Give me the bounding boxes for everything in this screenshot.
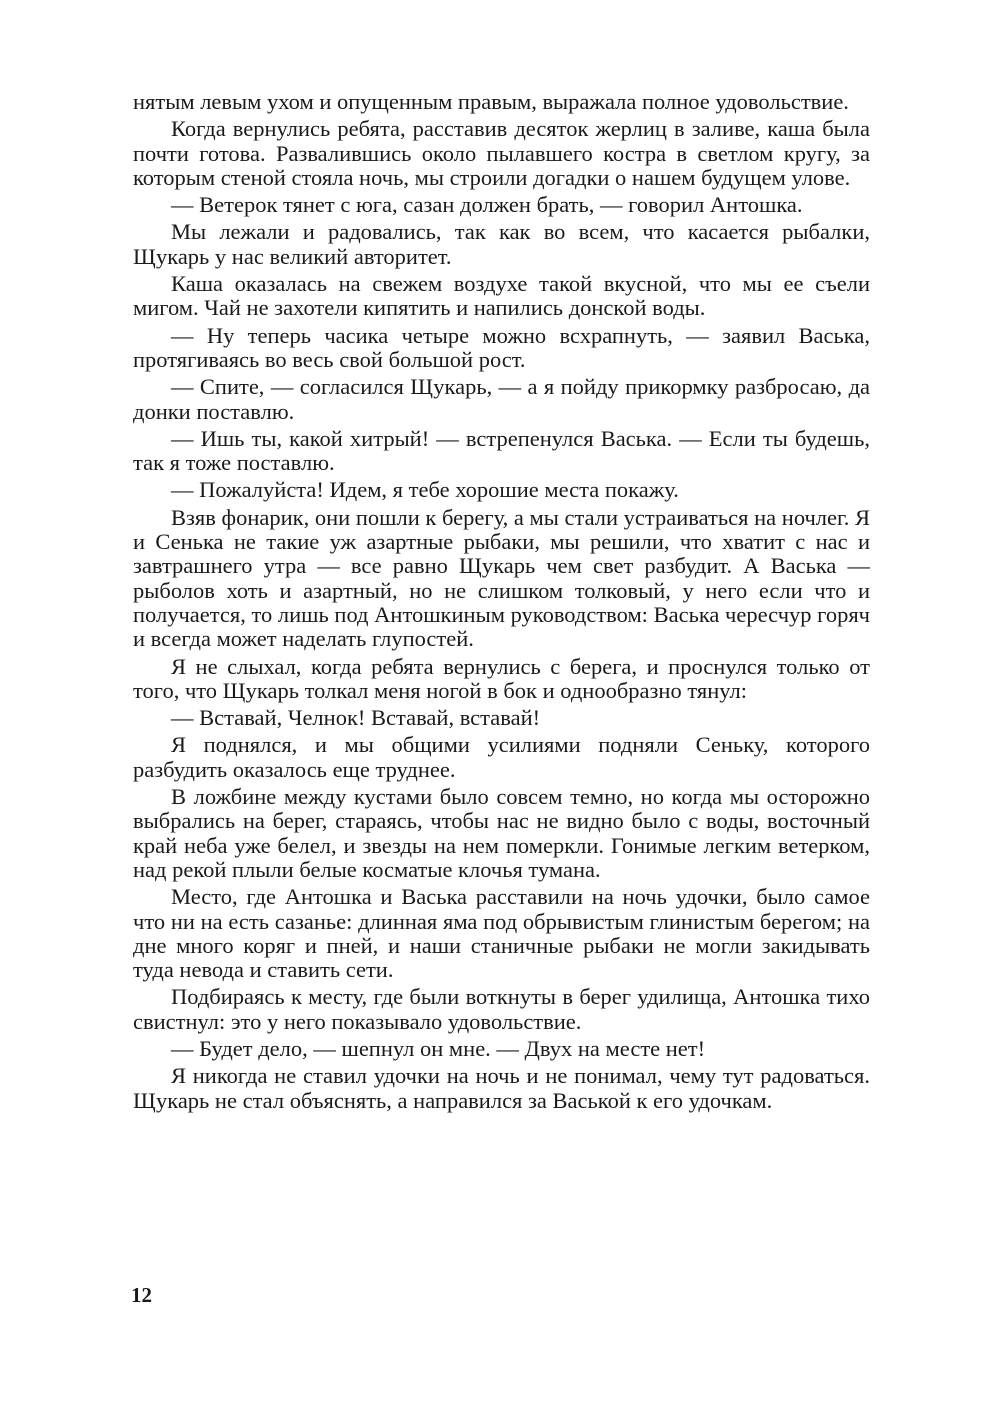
paragraph: — Ветерок тянет с юга, сазан должен брать, — говорил Антошка. [171, 192, 803, 218]
paragraph: Каша оказалась на свежем воздухе такой вкусной, что мы ее съели мигом. Чай не захотели кипятить и напились донской воды. [133, 271, 870, 321]
paragraph: Мы лежали и радовались, так как во всем, что касается рыбалки, Щукарь у нас великий авторитет. [133, 219, 870, 269]
paragraph: Я поднялся, и мы общими усилиями подняли Сеньку, которого разбудить оказалось еще труднее. [133, 732, 870, 782]
paragraph: нятым левым ухом и опущенным правым, выражала полное удовольствие. [133, 89, 849, 114]
paragraph: — Пожалуйста! Идем, я тебе хорошие места покажу. [171, 477, 679, 503]
paragraph: — Спите, — согласился Щукарь, — а я пойду прикормку разбросаю, да донки поставлю. [133, 374, 870, 424]
paragraph: Я не слыхал, когда ребята вернулись с берега, и проснулся только от того, что Щукарь толкал меня ногой в бок и однообразно тянул: [133, 653, 870, 703]
body-text [133, 90, 870, 1116]
page-number: 12 [131, 1283, 152, 1307]
paragraph: Взяв фонарик, они пошли к берегу, а мы стали устраиваться на ночлег. Я и Сенька не такие уж азартные рыбаки, мы решили, что хватит с нас и завтрашнего утра — все равно Щукарь чем свет разбудит. А Васька — рыболов хоть и азартный, но не слишком толковый, у него если что и получается, то лишь под Антошкиным руководством: Васька чересчур горяч и всегда может наделать глупостей. [133, 504, 870, 652]
paragraph: Подбираясь к месту, где были воткнуты в берег удилища, Антошка тихо свистнул: это у него показывало удовольствие. [133, 984, 870, 1034]
paragraph: Место, где Антошка и Васька расставили на ночь удочки, было самое что ни на есть сазанье: длинная яма под обрывистым глинистым берегом; на дне много коряг и пней, и наши станичные рыбаки не могли закидывать туда невода и ставить сети. [133, 884, 870, 983]
paragraph: — Будет дело, — шепнул он мне. — Двух на месте нет! [171, 1035, 706, 1061]
paragraph: — Ну теперь часика четыре можно всхрапнуть, — заявил Васька, протягиваясь во весь свой большой рост. [133, 322, 870, 372]
paragraph: — Вставай, Челнок! Вставай, вставай! [171, 705, 541, 731]
paragraph: В ложбине между кустами было совсем темно, но когда мы осторожно выбрались на берег, стараясь, чтобы нас не видно было с воды, восточный край неба уже белел, и звезды на нем померкли. Гонимые легким ветерком, над рекой плыли белые косматые клочья тумана. [133, 784, 870, 882]
paragraph: Когда вернулись ребята, расставив десяток жерлиц в заливе, каша была почти готова. Развалившись около пылавшего костра в светлом кругу, за которым стеной стояла ночь, мы строили догадки о нашем будущем улове. [133, 116, 870, 190]
paragraph: — Ишь ты, какой хитрый! — встрепенулся Васька. — Если ты будешь, так я тоже поставлю. [133, 425, 870, 476]
paragraph: Я никогда не ставил удочки на ночь и не понимал, чему тут радоваться. Щукарь не стал объяснять, а направился за Васькой к его удочкам. [133, 1063, 870, 1113]
